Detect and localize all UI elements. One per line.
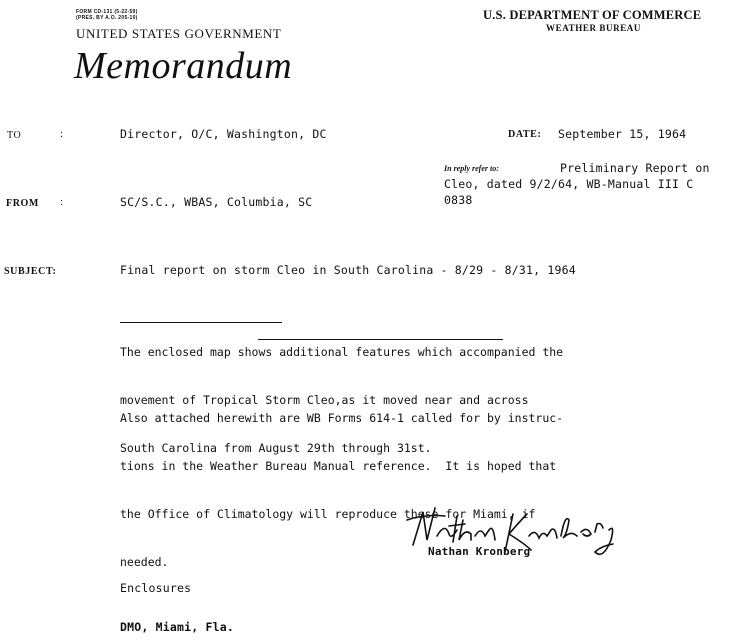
to-colon: :: [60, 128, 64, 140]
from-label: FROM: [6, 198, 39, 209]
reply-line1: Preliminary Report on: [560, 161, 710, 175]
reply-label: In reply refer to:: [444, 164, 499, 173]
subject-value: Final report on storm Cleo in South Carolina - 8/29 - 8/31, 1964: [120, 263, 576, 277]
from-colon: :: [60, 196, 64, 208]
bureau-heading: WEATHER BUREAU: [546, 23, 641, 33]
department-heading: U.S. DEPARTMENT OF COMMERCE: [483, 8, 702, 22]
from-value: SC/S.C., WBAS, Columbia, SC: [120, 195, 313, 209]
para2-line3: the Office of Climatology will reproduce these for Miami, if: [120, 507, 536, 521]
para2-line2: tions in the Weather Bureau Manual reference. It is hoped that: [120, 459, 557, 473]
pen-strike-mark: [120, 322, 282, 323]
pen-strike-mark: [258, 339, 503, 340]
subject-label: SUBJECT:: [4, 266, 57, 277]
para1-line2: movement of Tropical Storm Cleo,as it moved near and across: [120, 393, 529, 407]
to-value: Director, O/C, Washington, DC: [120, 127, 327, 141]
date-value: September 15, 1964: [558, 127, 687, 141]
para2-line4: needed.: [120, 555, 169, 569]
date-label: DATE:: [508, 129, 542, 140]
enclosures-label: Enclosures: [120, 581, 192, 595]
form-number-line2: (PRES. BY A.O. 205-10): [76, 15, 138, 21]
to-label: TO: [7, 130, 22, 141]
form-number: [76, 9, 138, 21]
typed-signature-name: Nathan Kronberg: [428, 545, 531, 558]
para1-line3: South Carolina from August 29th through 31st.: [120, 441, 432, 455]
para2-line1: Also attached herewith are WB Forms 614-1 called for by instruc-: [120, 411, 564, 425]
government-heading: UNITED STATES GOVERNMENT: [76, 26, 282, 41]
reply-line2: Cleo, dated 9/2/64, WB-Manual III C: [444, 177, 694, 191]
para1-line1: The enclosed map shows additional features which accompanied the: [120, 345, 564, 359]
form-number-line1: FORM CD-131 (5-22-59): [76, 9, 138, 15]
memo-title: Memorandum: [74, 45, 293, 87]
carbon-copy-recipient: DMO, Miami, Fla.: [120, 620, 234, 634]
reply-line3: 0838: [444, 193, 473, 207]
